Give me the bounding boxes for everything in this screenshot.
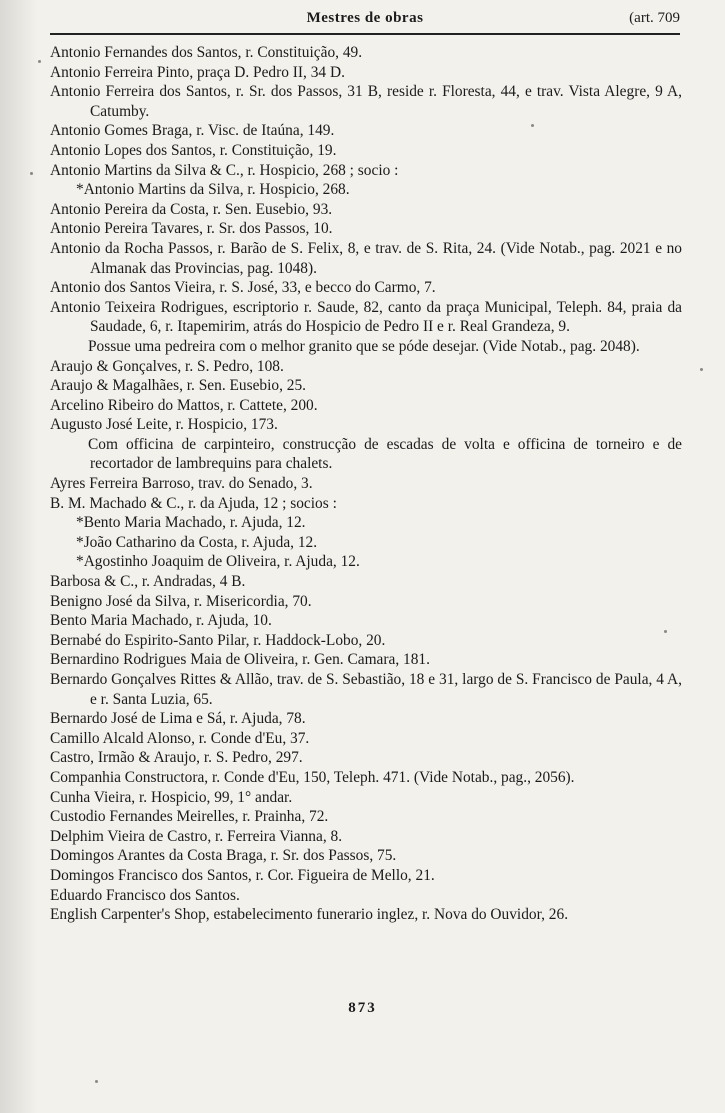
header-rule: [50, 33, 680, 35]
directory-entry: Augusto José Leite, r. Hospicio, 173.: [50, 416, 278, 434]
ink-speck: [38, 60, 41, 63]
partner-entry: *João Catharino da Costa, r. Ajuda, 12.: [76, 533, 318, 551]
directory-entry: Antonio da Rocha Passos, r. Barão de S. Felix, 8, e trav. de S. Rita, 24. (Vide Notab., pag. 2021 e no Almanak das Provincias, pag. 1048).: [50, 239, 682, 277]
directory-entry: Bernardo Gonçalves Rittes & Allão, trav. de S. Sebastião, 18 e 31, largo de S. Francisco de Paula, 4 A, e r. Santa Luzia, 65.: [50, 671, 682, 708]
directory-entry: Benigno José da Silva, r. Misericordia, 70.: [50, 592, 312, 610]
directory-entry: Domingos Francisco dos Santos, r. Cor. Figueira de Mello, 21.: [50, 866, 435, 884]
directory-entry: Antonio Martins da Silva & C., r. Hospicio, 268 ; socio :: [50, 161, 399, 179]
entry-note: Possue uma pedreira com o melhor granito que se póde desejar. (Vide Notab., pag. 2048).: [88, 337, 640, 355]
page-header: [50, 6, 680, 34]
directory-entry: Antonio Fernandes dos Santos, r. Constituição, 49.: [50, 44, 363, 61]
directory-entry: Domingos Arantes da Costa Braga, r. Sr. dos Passos, 75.: [50, 847, 397, 865]
partner-entry: *Bento Maria Machado, r. Ajuda, 12.: [76, 514, 306, 532]
directory-entry: Custodio Fernandes Meirelles, r. Prainha, 72.: [50, 808, 329, 826]
directory-entry: Bernardo José de Lima e Sá, r. Ajuda, 78.: [50, 710, 306, 728]
directory-entry: Antonio Ferreira Pinto, praça D. Pedro II, 34 D.: [50, 63, 345, 81]
directory-entry: Cunha Vieira, r. Hospicio, 99, 1° andar.: [50, 788, 293, 806]
directory-entry: Eduardo Francisco dos Santos.: [50, 886, 240, 904]
ink-speck: [30, 172, 33, 175]
ink-speck: [700, 368, 703, 371]
ink-speck: [95, 1080, 98, 1083]
directory-entry: Antonio Teixeira Rodrigues, escriptorio r. Saude, 82, canto da praça Municipal, Teleph. 84, praia da Saudade, 6, r. Itapemirim, atrás do Hospicio de Pedro II e r. Real Grandeza, 9.: [50, 298, 682, 336]
article-number: (art. 709: [629, 10, 680, 26]
directory-entry: B. M. Machado & C., r. da Ajuda, 12 ; socios :: [50, 494, 337, 512]
directory-entry: Delphim Vieira de Castro, r. Ferreira Vianna, 8.: [50, 827, 343, 845]
partner-entry: *Antonio Martins da Silva, r. Hospicio, 268.: [76, 181, 350, 199]
directory-entry: Araujo & Gonçalves, r. S. Pedro, 108.: [50, 357, 284, 375]
page-title: Mestres de obras: [306, 10, 424, 26]
ink-speck: [531, 124, 534, 127]
directory-entry: Barbosa & C., r. Andradas, 4 B.: [50, 573, 246, 591]
directory-entry: Antonio Gomes Braga, r. Visc. de Itaúna, 149.: [50, 122, 335, 140]
page-number: 873: [348, 1000, 377, 1016]
entry-list: [50, 43, 682, 925]
directory-entry: Bernardino Rodrigues Maia de Oliveira, r. Gen. Camara, 181.: [50, 651, 430, 669]
directory-entry: Camillo Alcald Alonso, r. Conde d'Eu, 37.: [50, 729, 310, 747]
directory-entry: Araujo & Magalhães, r. Sen. Eusebio, 25.: [50, 377, 307, 395]
directory-entry: Antonio Pereira Tavares, r. Sr. dos Passos, 10.: [50, 220, 333, 238]
page-edge-shadow: [0, 0, 38, 1113]
directory-entry: Ayres Ferreira Barroso, trav. do Senado, 3.: [50, 475, 313, 493]
partner-entry: *Agostinho Joaquim de Oliveira, r. Ajuda, 12.: [76, 553, 360, 571]
directory-entry: Antonio dos Santos Vieira, r. S. José, 33, e becco do Carmo, 7.: [50, 279, 436, 297]
directory-entry: Antonio Pereira da Costa, r. Sen. Eusebio, 93.: [50, 200, 333, 218]
directory-entry: Companhia Constructora, r. Conde d'Eu, 150, Teleph. 471. (Vide Notab., pag., 2056).: [50, 768, 575, 786]
directory-entry: English Carpenter's Shop, estabelecimento funerario inglez, r. Nova do Ouvidor, 26.: [50, 906, 569, 924]
entry-note: Com officina de carpinteiro, construcção de escadas de volta e officina de torneiro e de recortador de lambrequins para chalets.: [88, 435, 682, 473]
ink-speck: [664, 630, 667, 633]
directory-entry: Antonio Lopes dos Santos, r. Constituição, 19.: [50, 141, 337, 159]
directory-entry: Castro, Irmão & Araujo, r. S. Pedro, 297.: [50, 749, 303, 767]
directory-entry: Bernabé do Espirito-Santo Pilar, r. Haddock-Lobo, 20.: [50, 631, 386, 649]
directory-entry: Bento Maria Machado, r. Ajuda, 10.: [50, 612, 272, 630]
directory-entry: Antonio Ferreira dos Santos, r. Sr. dos Passos, 31 B, reside r. Floresta, 44, e trav. Vista Alegre, 9 A, Catumby.: [50, 83, 682, 120]
directory-entry: Arcelino Ribeiro do Mattos, r. Cattete, 200.: [50, 396, 318, 414]
